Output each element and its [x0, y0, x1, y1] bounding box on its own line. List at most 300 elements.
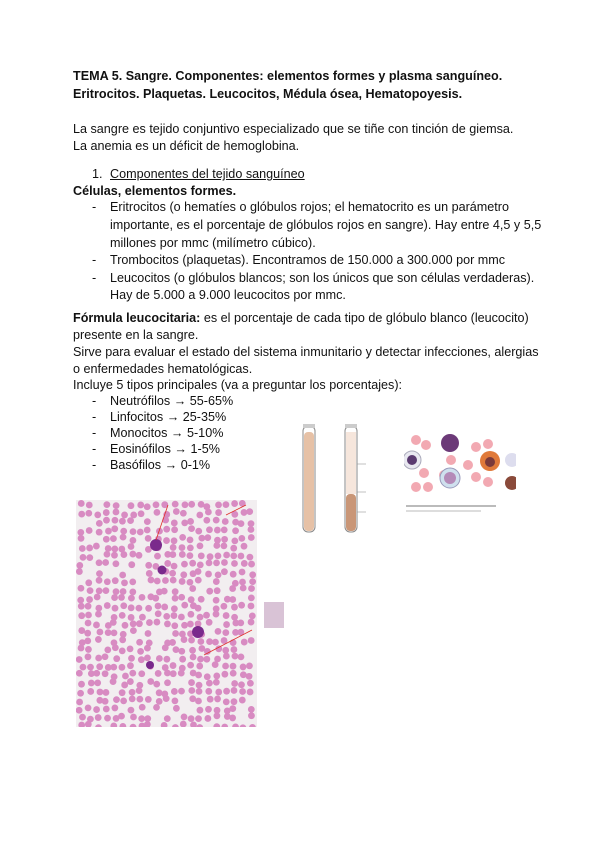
red-blood-cell	[163, 526, 170, 533]
red-blood-cell	[181, 713, 188, 720]
red-blood-cell	[79, 545, 86, 552]
red-blood-cell	[187, 579, 194, 586]
red-blood-cell	[155, 610, 162, 617]
red-blood-cell	[172, 595, 179, 602]
red-blood-cell	[178, 594, 185, 601]
red-blood-cell	[248, 520, 255, 527]
red-blood-cell	[97, 629, 104, 636]
red-blood-cell	[195, 568, 202, 575]
item-basofilos: Basófilos → 0-1%	[110, 458, 211, 472]
red-blood-cell	[195, 528, 202, 535]
red-blood-cell	[179, 551, 186, 558]
red-blood-cell	[137, 648, 144, 655]
red-blood-cell	[113, 588, 120, 595]
item-neutrofilos: Neutrófilos → 55-65%	[110, 394, 234, 408]
red-blood-cell	[206, 588, 213, 595]
red-blood-cell	[161, 722, 168, 727]
red-blood-cell	[76, 656, 83, 663]
red-blood-cell	[187, 552, 194, 559]
red-blood-cell	[85, 612, 92, 619]
red-blood-cell	[164, 679, 171, 686]
red-blood-cell	[180, 510, 187, 517]
red-blood-cell	[247, 689, 254, 696]
red-blood-cell	[246, 662, 253, 669]
formula-line-5: Incluye 5 tipos principales (va a preguntar los porcentajes):	[73, 378, 403, 392]
red-blood-cell	[127, 517, 134, 524]
red-blood-cell	[172, 588, 179, 595]
red-blood-cell	[76, 562, 83, 569]
red-blood-cell	[187, 518, 194, 525]
red-blood-cell	[203, 517, 210, 524]
red-blood-cell	[86, 527, 93, 534]
bullet-dash: -	[92, 410, 97, 424]
red-blood-cell	[129, 551, 136, 558]
red-blood-cell	[248, 526, 255, 533]
red-blood-cell	[232, 653, 239, 660]
red-blood-cell	[145, 562, 152, 569]
red-blood-cell	[129, 589, 136, 596]
red-blood-cell	[76, 670, 83, 677]
red-blood-cell	[104, 715, 111, 722]
red-blood-cell	[103, 509, 110, 516]
red-blood-cell	[145, 605, 152, 612]
red-blood-cell	[86, 596, 93, 603]
red-blood-cell	[138, 670, 145, 677]
red-blood-cell	[230, 646, 237, 653]
red-blood-cell	[164, 560, 171, 567]
red-blood-cell	[88, 680, 95, 687]
red-blood-cell	[78, 681, 85, 688]
red-blood-cell	[223, 501, 230, 508]
red-blood-cell	[77, 597, 84, 604]
red-blood-cell	[212, 661, 219, 668]
red-blood-cell	[110, 619, 117, 626]
red-blood-cell	[112, 577, 119, 584]
bullet-eritrocitos-3: millones por mmc (milímetro cúbico).	[110, 236, 316, 250]
red-blood-cell	[169, 639, 176, 646]
red-blood-cell	[238, 535, 245, 542]
red-blood-cell	[138, 510, 145, 517]
bullet-dash: -	[92, 458, 97, 472]
red-blood-cell	[121, 682, 128, 689]
red-blood-cell	[205, 706, 212, 713]
red-blood-cell	[187, 662, 194, 669]
red-blood-cell	[172, 697, 179, 704]
red-blood-cell	[182, 501, 189, 508]
red-blood-cell	[78, 511, 85, 518]
red-blood-cell	[129, 689, 136, 696]
red-blood-cell	[246, 673, 253, 680]
red-blood-cell	[130, 512, 137, 519]
red-blood-cell	[173, 508, 180, 515]
red-blood-cell	[105, 528, 112, 535]
red-blood-cell	[203, 612, 210, 619]
red-blood-cell	[247, 680, 254, 687]
red-blood-cell	[136, 696, 143, 703]
red-blood-cell	[120, 588, 127, 595]
red-blood-cell	[135, 605, 142, 612]
red-blood-cell	[214, 696, 221, 703]
red-blood-cell	[214, 712, 221, 719]
red-blood-cell	[84, 637, 91, 644]
red-blood-cell	[221, 526, 228, 533]
red-blood-cell	[120, 534, 127, 541]
bullet-dash: -	[92, 253, 97, 267]
red-blood-cell	[79, 714, 86, 721]
red-blood-cell	[154, 578, 161, 585]
red-blood-cell	[103, 706, 110, 713]
red-blood-cell	[229, 715, 236, 722]
red-blood-cell	[112, 517, 119, 524]
red-blood-cell	[189, 647, 196, 654]
formula-line-2: presente en la sangre.	[73, 328, 199, 342]
red-blood-cell	[181, 519, 188, 526]
red-blood-cell	[222, 629, 229, 636]
red-blood-cell	[103, 536, 110, 543]
red-blood-cell	[163, 695, 170, 702]
red-blood-cell	[171, 563, 178, 570]
red-blood-cell	[128, 595, 135, 602]
red-blood-cell	[118, 594, 125, 601]
red-blood-cell	[171, 526, 178, 533]
red-blood-cell	[213, 673, 220, 680]
red-blood-cell	[195, 698, 202, 705]
red-blood-cell	[248, 712, 255, 719]
red-blood-cell	[248, 534, 255, 541]
red-blood-cell	[246, 554, 253, 561]
red-blood-cell	[130, 620, 137, 627]
red-blood-cell	[120, 528, 127, 535]
red-blood-cell	[118, 713, 125, 720]
red-blood-cell	[137, 529, 144, 536]
annotation-patch	[264, 602, 284, 628]
red-blood-cell	[197, 656, 204, 663]
red-blood-cell	[221, 671, 228, 678]
red-blood-cell	[213, 578, 220, 585]
red-blood-cell	[238, 681, 245, 688]
red-blood-cell	[129, 670, 136, 677]
red-blood-cell	[196, 512, 203, 519]
red-blood-cell	[240, 671, 247, 678]
red-blood-cell	[120, 551, 127, 558]
red-blood-cell	[102, 653, 109, 660]
red-blood-cell	[196, 663, 203, 670]
red-blood-cell	[179, 534, 186, 541]
red-blood-cell	[172, 501, 179, 508]
item-monocitos: Monocitos → 5-10%	[110, 426, 224, 440]
red-blood-cell	[136, 639, 143, 646]
red-blood-cell	[241, 560, 248, 567]
white-blood-cell	[192, 626, 204, 638]
red-blood-cell	[169, 570, 176, 577]
red-blood-cell	[173, 646, 180, 653]
red-blood-cell	[119, 689, 126, 696]
section-heading: Componentes del tejido sanguíneo	[110, 167, 305, 181]
red-blood-cell	[128, 604, 135, 611]
red-blood-cell	[129, 578, 136, 585]
red-blood-cell	[94, 511, 101, 518]
formula-line-1	[73, 310, 529, 328]
red-blood-cell	[110, 535, 117, 542]
red-blood-cell	[232, 527, 239, 534]
red-blood-cell	[223, 688, 230, 695]
red-blood-cell	[130, 528, 137, 535]
red-blood-cell	[189, 585, 196, 592]
red-blood-cell	[155, 670, 162, 677]
red-blood-cell	[207, 696, 214, 703]
red-blood-cell	[120, 697, 127, 704]
red-blood-cell	[238, 653, 245, 660]
red-blood-cell	[196, 688, 203, 695]
red-blood-cell	[215, 552, 222, 559]
red-blood-cell	[110, 664, 117, 671]
red-blood-cell	[188, 611, 195, 618]
red-blood-cell	[238, 602, 245, 609]
red-blood-cell	[119, 647, 126, 654]
red-blood-cell	[179, 656, 186, 663]
red-blood-cell	[249, 578, 256, 585]
red-blood-cell	[146, 570, 153, 577]
red-blood-cell	[161, 604, 168, 611]
red-blood-cell	[128, 502, 135, 509]
red-blood-cell	[120, 602, 127, 609]
red-blood-cell	[164, 621, 171, 628]
red-blood-cell	[212, 639, 219, 646]
red-blood-cell	[146, 619, 153, 626]
red-blood-cell	[214, 527, 221, 534]
red-blood-cell	[154, 553, 161, 560]
red-blood-cell	[130, 724, 137, 727]
red-blood-cell	[148, 577, 155, 584]
red-blood-cell	[103, 689, 110, 696]
red-blood-cell	[93, 543, 100, 550]
red-blood-cell	[197, 638, 204, 645]
red-blood-cell	[96, 570, 103, 577]
red-blood-cell	[162, 644, 169, 651]
red-blood-cell	[249, 613, 256, 620]
red-blood-cell	[197, 542, 204, 549]
red-blood-cell	[105, 545, 112, 552]
red-blood-cell	[196, 724, 203, 727]
red-blood-cell	[178, 614, 185, 621]
red-blood-cell	[111, 546, 118, 553]
red-blood-cell	[197, 561, 204, 568]
red-blood-cell	[223, 612, 230, 619]
red-blood-cell	[78, 612, 85, 619]
red-blood-cell	[188, 596, 195, 603]
red-blood-cell	[122, 622, 129, 629]
bullet-leucocitos-2: Hay de 5.000 a 9.000 leucocitos por mmc.	[110, 288, 346, 302]
red-blood-cell	[144, 645, 151, 652]
red-blood-cell	[78, 585, 85, 592]
red-blood-cell	[161, 588, 168, 595]
red-blood-cell	[77, 690, 84, 697]
red-blood-cell	[110, 678, 117, 685]
red-blood-cell	[122, 673, 129, 680]
red-blood-cell	[196, 682, 203, 689]
red-blood-cell	[163, 537, 170, 544]
red-blood-cell	[110, 723, 117, 727]
red-blood-cell	[78, 500, 85, 507]
red-blood-cell	[156, 655, 163, 662]
bullet-dash: -	[92, 200, 97, 214]
red-blood-cell	[156, 689, 163, 696]
red-blood-cell	[153, 619, 160, 626]
red-blood-cell	[221, 559, 228, 566]
red-blood-cell	[130, 714, 137, 721]
red-blood-cell	[229, 596, 236, 603]
red-blood-cell	[213, 559, 220, 566]
red-blood-cell	[207, 553, 214, 560]
red-blood-cell	[231, 687, 238, 694]
red-blood-cell	[144, 654, 151, 661]
red-blood-cell	[241, 543, 248, 550]
red-blood-cell	[239, 569, 246, 576]
red-blood-cell	[80, 664, 87, 671]
section-number: 1.	[92, 167, 103, 181]
red-blood-cell	[102, 698, 109, 705]
red-blood-cell	[181, 636, 188, 643]
red-blood-cell	[145, 696, 152, 703]
red-blood-cell	[232, 723, 239, 727]
red-blood-cell	[240, 585, 247, 592]
red-blood-cell	[170, 577, 177, 584]
red-blood-cell	[179, 578, 186, 585]
red-blood-cell	[223, 552, 230, 559]
red-blood-cell	[180, 571, 187, 578]
red-blood-cell	[181, 602, 188, 609]
red-blood-cell	[93, 622, 100, 629]
red-blood-cell	[170, 670, 177, 677]
red-blood-cell	[180, 721, 187, 727]
red-blood-cell	[162, 577, 169, 584]
red-blood-cell	[204, 648, 211, 655]
red-blood-cell	[95, 605, 102, 612]
red-blood-cell	[222, 647, 229, 654]
red-blood-cell	[104, 578, 111, 585]
red-blood-cell	[119, 723, 126, 727]
red-blood-cell	[237, 619, 244, 626]
red-blood-cell	[231, 604, 238, 611]
red-blood-cell	[96, 577, 103, 584]
red-blood-cell	[78, 722, 85, 727]
red-blood-cell	[170, 544, 177, 551]
red-blood-cell	[222, 663, 229, 670]
red-blood-cell	[111, 552, 118, 559]
red-blood-cell	[85, 646, 92, 653]
red-blood-cell	[105, 629, 112, 636]
red-blood-cell	[138, 715, 145, 722]
red-blood-cell	[93, 670, 100, 677]
red-blood-cell	[145, 535, 152, 542]
red-blood-cell	[230, 663, 237, 670]
red-blood-cell	[128, 655, 135, 662]
item-linfocitos: Linfocitos → 25-35%	[110, 410, 227, 424]
red-blood-cell	[94, 594, 101, 601]
red-blood-cell	[231, 614, 238, 621]
red-blood-cell	[87, 587, 94, 594]
red-blood-cell	[178, 670, 185, 677]
red-blood-cell	[111, 705, 118, 712]
red-blood-cell	[111, 594, 118, 601]
red-blood-cell	[248, 706, 255, 713]
red-blood-cell	[128, 561, 135, 568]
red-blood-cell	[96, 663, 103, 670]
red-blood-cell	[171, 520, 178, 527]
red-blood-cell	[241, 509, 248, 516]
red-blood-cell	[248, 561, 255, 568]
red-blood-cell	[249, 724, 256, 727]
bullet-dash: -	[92, 442, 97, 456]
red-blood-cell	[164, 715, 171, 722]
red-blood-cell	[139, 704, 146, 711]
red-blood-cell	[188, 679, 195, 686]
red-blood-cell	[215, 689, 222, 696]
red-blood-cell	[230, 670, 237, 677]
red-blood-cell	[154, 509, 161, 516]
hematocrit-tubes-image	[296, 422, 376, 537]
red-blood-cell	[121, 579, 128, 586]
red-blood-cell	[206, 526, 213, 533]
red-blood-cell	[156, 698, 163, 705]
red-blood-cell	[95, 655, 102, 662]
red-blood-cell	[170, 662, 177, 669]
formula-label: Fórmula leucocitaria:	[73, 311, 201, 325]
red-blood-cell	[138, 656, 145, 663]
red-blood-cell	[144, 503, 151, 510]
red-blood-cell	[190, 721, 197, 727]
red-blood-cell	[173, 705, 180, 712]
red-blood-cell	[95, 724, 102, 727]
red-blood-cell	[188, 501, 195, 508]
formula-line-4: o enfermedades hematológicas.	[73, 362, 253, 376]
red-blood-cell	[136, 620, 143, 627]
red-blood-cell	[80, 554, 87, 561]
red-blood-cell	[103, 517, 110, 524]
red-blood-cell	[215, 628, 222, 635]
red-blood-cell	[221, 724, 228, 727]
red-blood-cell	[214, 587, 221, 594]
red-blood-cell	[204, 673, 211, 680]
page-title-line-2: Eritrocitos. Plaquetas. Leucocitos, Médula ósea, Hematopoyesis.	[73, 87, 463, 101]
red-blood-cell	[223, 621, 230, 628]
red-blood-cell	[239, 724, 246, 727]
red-blood-cell	[163, 656, 170, 663]
red-blood-cell	[178, 648, 185, 655]
red-blood-cell	[76, 699, 83, 706]
page-title-line-1: TEMA 5. Sangre. Componentes: elementos formes y plasma sanguíneo.	[73, 69, 503, 83]
red-blood-cell	[85, 603, 92, 610]
white-blood-cell	[150, 539, 162, 551]
red-blood-cell	[206, 680, 213, 687]
red-blood-cell	[198, 596, 205, 603]
red-blood-cell	[102, 559, 109, 566]
red-blood-cell	[249, 571, 256, 578]
red-blood-cell	[248, 619, 255, 626]
red-blood-cell	[198, 552, 205, 559]
red-blood-cell	[230, 552, 237, 559]
red-blood-cell	[231, 537, 238, 544]
red-blood-cell	[206, 619, 213, 626]
red-blood-cell	[171, 688, 178, 695]
red-blood-cell	[104, 551, 111, 558]
intro-line-1: La sangre es tejido conjuntivo especializado que se tiñe con tinción de giemsa.	[73, 122, 514, 136]
red-blood-cell	[119, 572, 126, 579]
red-blood-cell	[127, 678, 134, 685]
red-blood-cell	[220, 603, 227, 610]
red-blood-cell	[231, 560, 238, 567]
red-blood-cell	[195, 605, 202, 612]
